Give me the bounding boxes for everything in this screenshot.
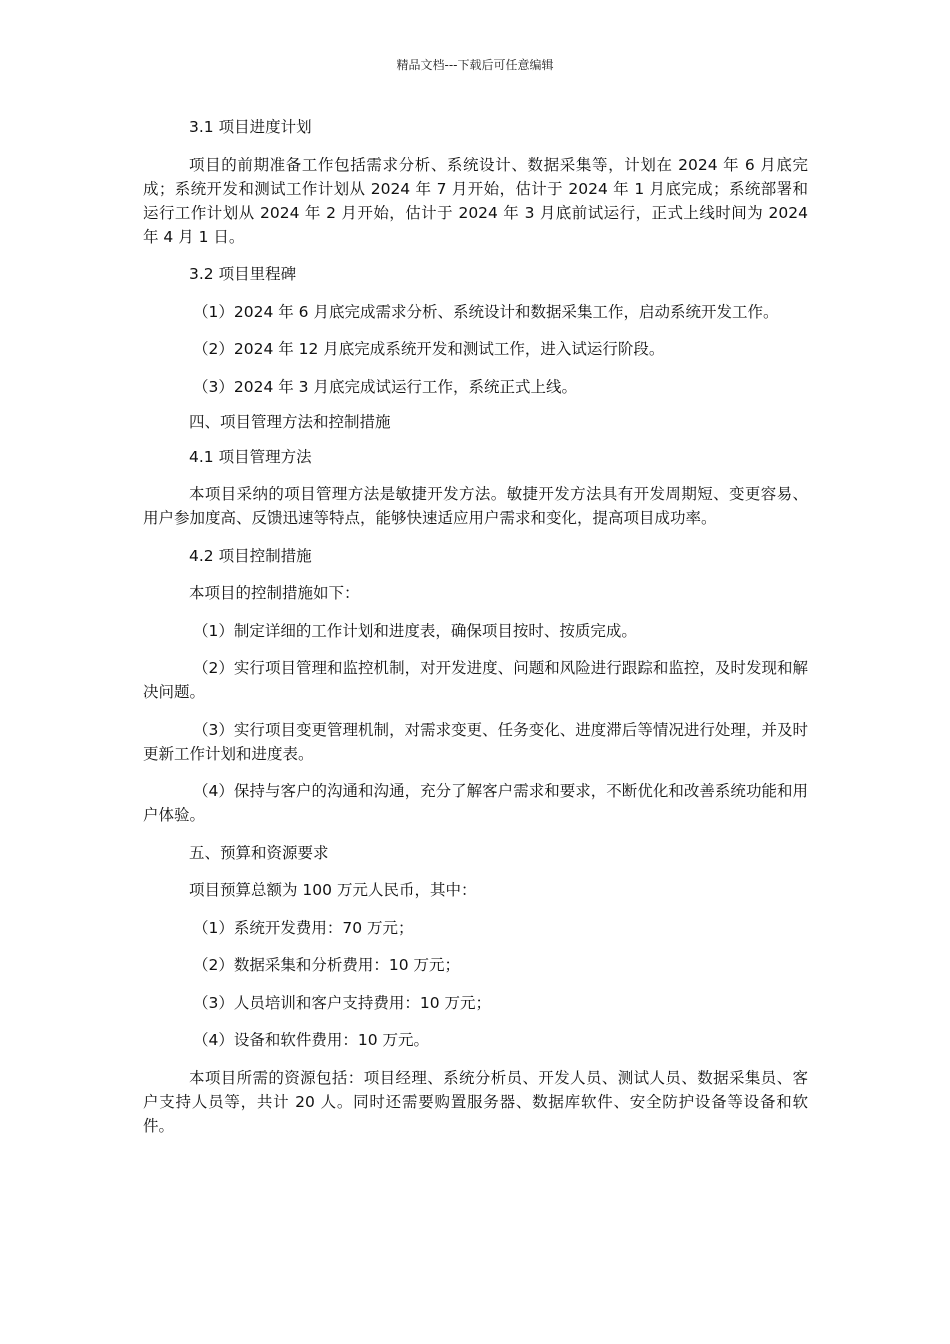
section-heading-5: 五、预算和资源要求 bbox=[189, 843, 329, 862]
milestone-item-3: （3）2024 年 3 月底完成试运行工作，系统正式上线。 bbox=[193, 377, 577, 396]
control-item-1: （1）制定详细的工作计划和进度表，确保项目按时、按质完成。 bbox=[193, 621, 637, 640]
budget-intro: 项目预算总额为 100 万元人民币，其中： bbox=[189, 881, 477, 899]
section-heading-4-2: 4.2 项目控制措施 bbox=[189, 546, 312, 565]
section-heading-4-1: 4.1 项目管理方法 bbox=[189, 447, 312, 466]
budget-item-4: （4）设备和软件费用：10 万元。 bbox=[193, 1031, 430, 1049]
control-item-3: （3）实行项目变更管理机制，对需求变更、任务变化、进度滞后等情况进行处理，并及时更新工作计划和进度表。 bbox=[143, 720, 808, 763]
control-item-2: （2）实行项目管理和监控机制，对开发进度、问题和风险进行跟踪和监控，及时发现和解决问题。 bbox=[143, 659, 808, 701]
section-heading-3-2: 3.2 项目里程碑 bbox=[189, 265, 297, 283]
control-item-4: （4）保持与客户的沟通和沟通，充分了解客户需求和要求，不断优化和改善系统功能和用户体验。 bbox=[143, 782, 808, 824]
milestone-item-1: （1）2024 年 6 月底完成需求分析、系统设计和数据采集工作，启动系统开发工作。 bbox=[193, 302, 779, 321]
budget-item-1: （1）系统开发费用：70 万元； bbox=[193, 918, 414, 937]
section-heading-3-1: 3.1 项目进度计划 bbox=[189, 118, 312, 136]
schedule-paragraph: 项目的前期准备工作包括需求分析、系统设计、数据采集等，计划在 2024 年 6 月底完成；系统开发和测试工作计划从 2024 年 7 月开始，估计于 2024 年 1 月底完成；系统部署和运行工作计划从 2024 年 2 月开始，估计于 2024 年 3 月底前试运行，正式上线时间为 2024 年 4 月 1 日。 bbox=[143, 155, 808, 246]
management-method-paragraph: 本项目采纳的项目管理方法是敏捷开发方法。敏捷开发方法具有开发周期短、变更容易、用户参加度高、反馈迅速等特点，能够快速适应用户需求和变化，提高项目成功率。 bbox=[143, 485, 808, 527]
page-header: 精品文档---下载后可任意编辑 bbox=[396, 58, 554, 72]
section-heading-4: 四、项目管理方法和控制措施 bbox=[189, 412, 391, 431]
budget-item-3: （3）人员培训和客户支持费用：10 万元； bbox=[193, 993, 492, 1012]
document-body bbox=[143, 115, 808, 1151]
control-measures-intro: 本项目的控制措施如下： bbox=[189, 584, 360, 602]
milestone-item-2: （2）2024 年 12 月底完成系统开发和测试工作，进入试运行阶段。 bbox=[193, 340, 665, 358]
budget-item-2: （2）数据采集和分析费用：10 万元； bbox=[193, 956, 461, 974]
resources-paragraph: 本项目所需的资源包括：项目经理、系统分析员、开发人员、测试人员、数据采集员、客户支持人员等，共计 20 人。同时还需要购置服务器、数据库软件、安全防护设备等设备和软件。 bbox=[143, 1068, 808, 1135]
